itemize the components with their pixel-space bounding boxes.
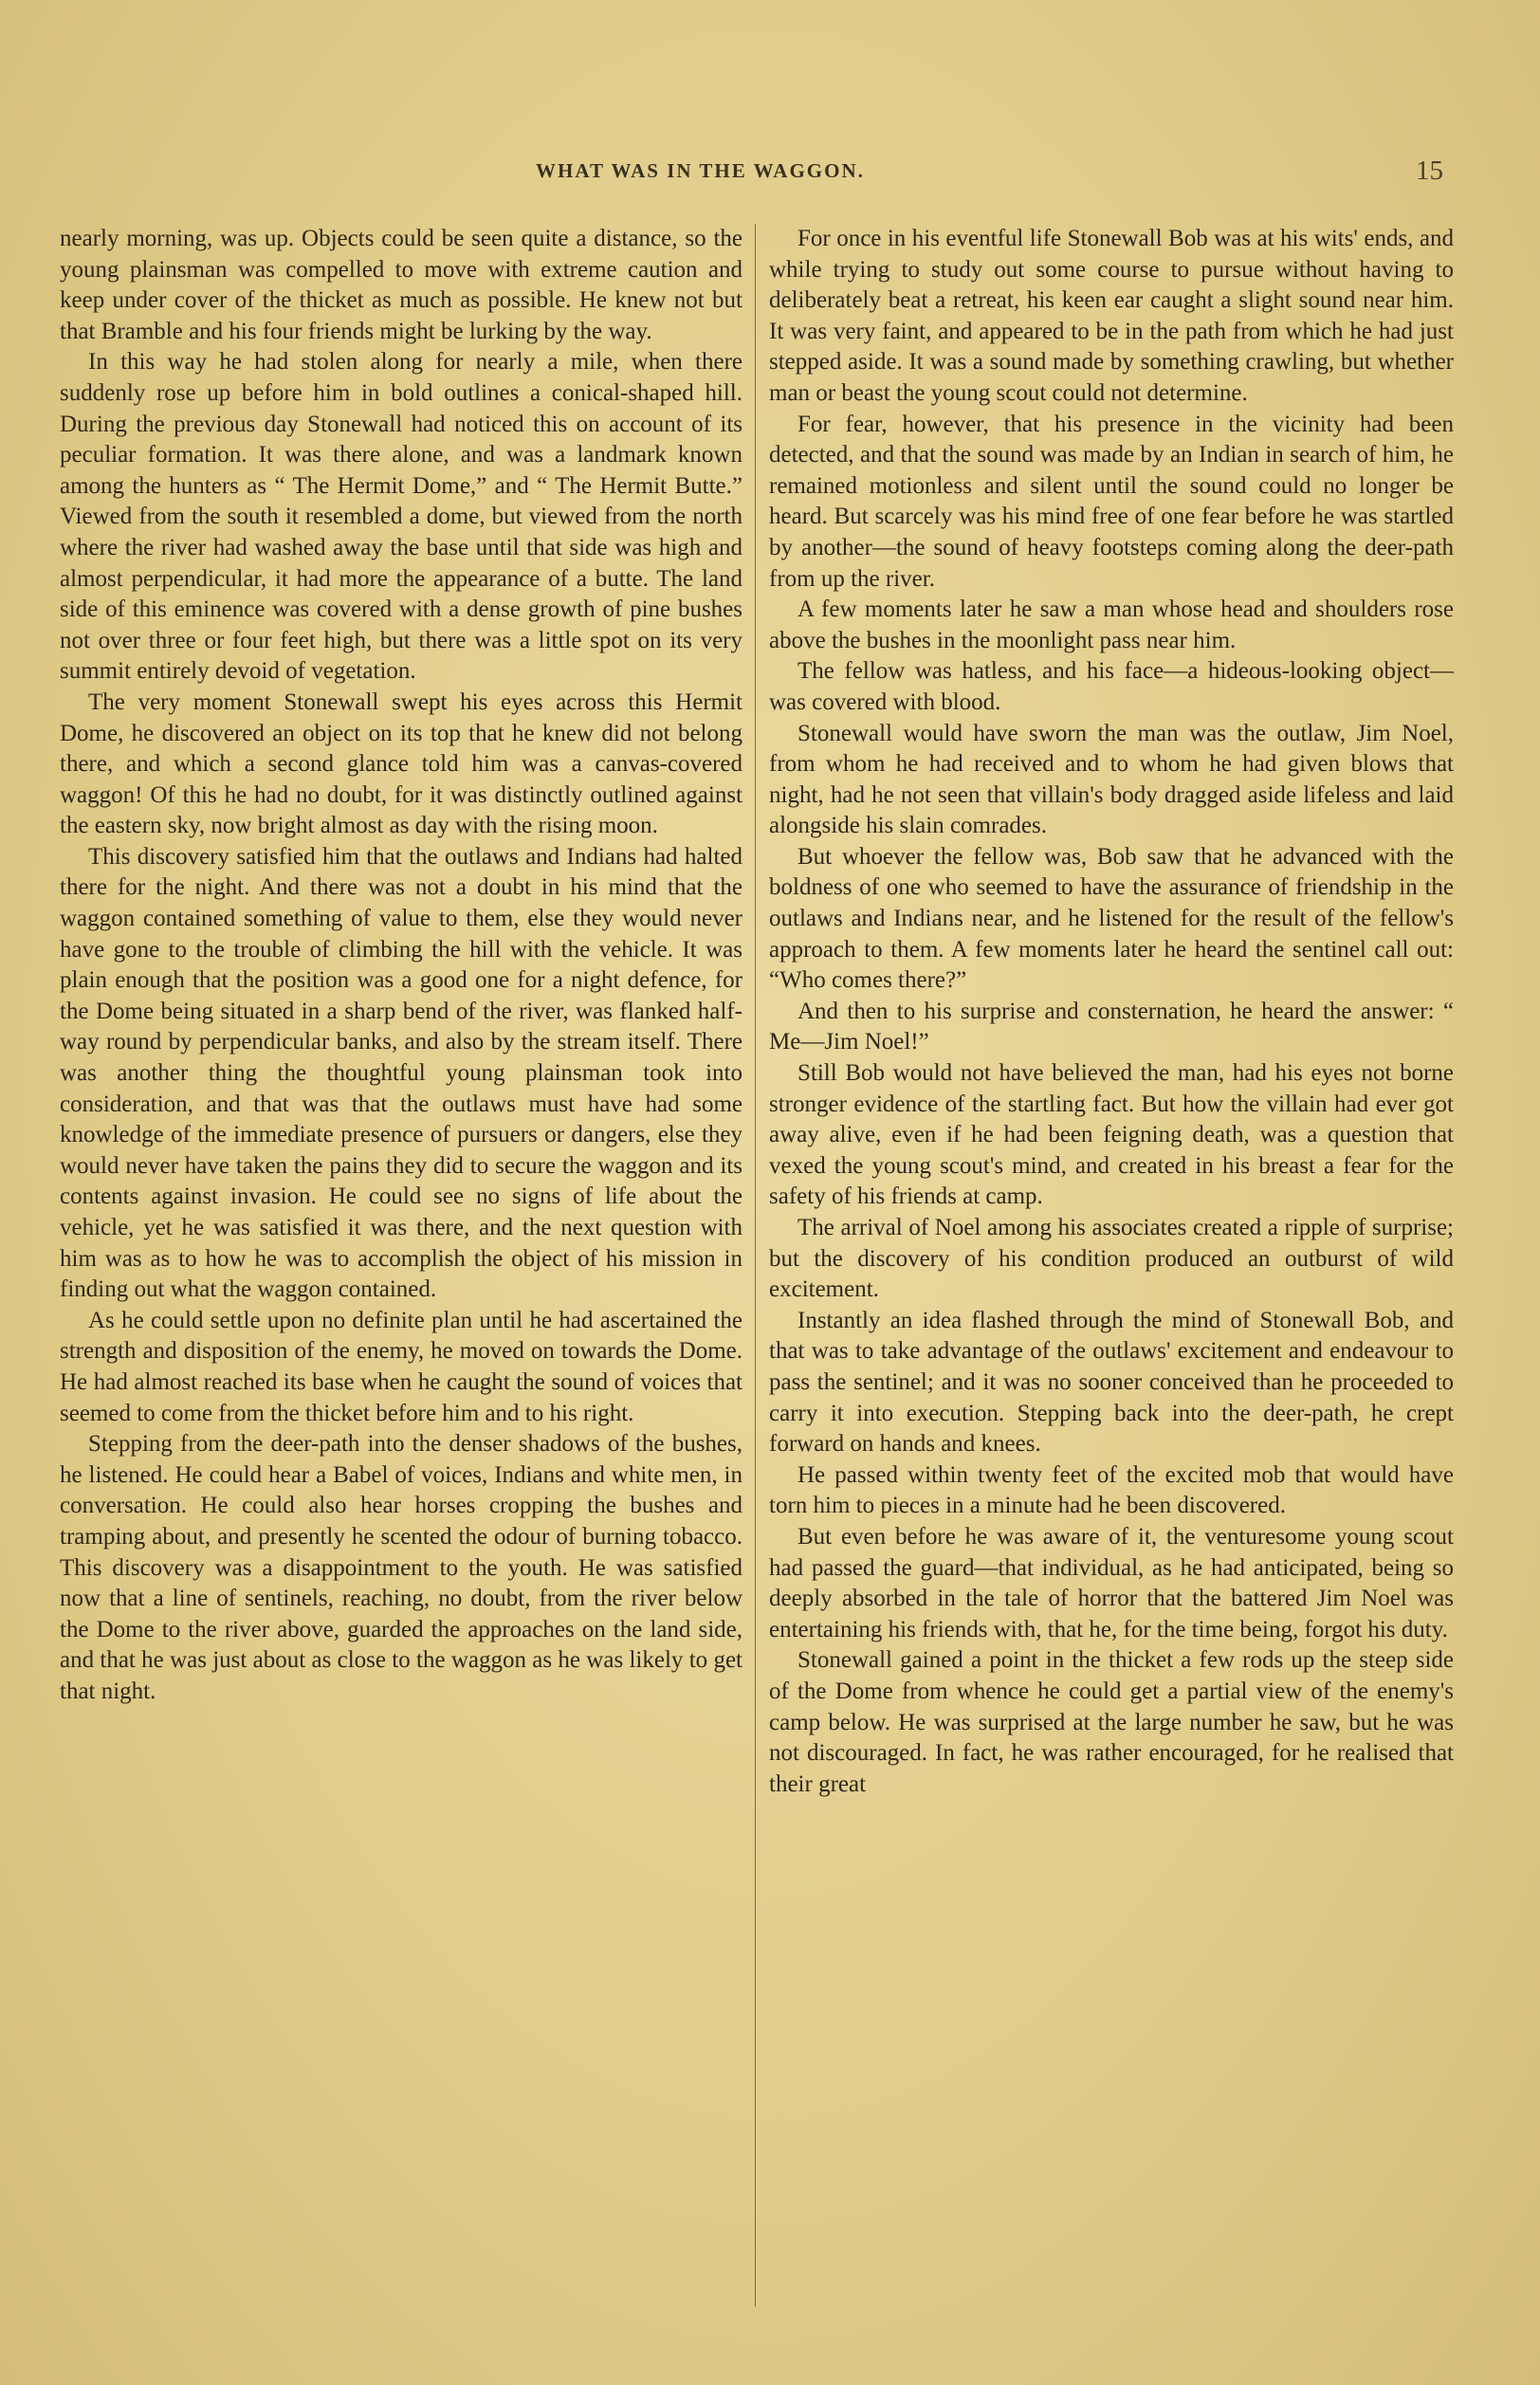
paragraph: Instantly an idea flashed through the mind of Stonewall Bob, and that was to take advantage of the outlaws' excitement and endeavour to pass the sentinel; and it was no sooner conceived than he proceeded to carry it into execution. Stepping back into the deer-path, he crept forward on hands and knees.	[769, 1307, 1454, 1458]
page-header	[0, 156, 1540, 197]
paragraph: But even before he was aware of it, the venturesome young scout had passed the guard—that individual, as he had anticipated, being so deeply absorbed in the tale of horror that the battered Jim Noel was entertaining his friends with, that he, for the time being, forgot his duty.	[769, 1523, 1454, 1642]
paragraph: Still Bob would not have believed the man, had his eyes not borne stronger evidence of the startling fact. But how the villain had ever got away alive, even if he had been feigning death, was a question that vexed the young scout's mind, and created in his breast a fear for the safety of his friends at camp.	[769, 1060, 1454, 1210]
paragraph: He passed within twenty feet of the excited mob that would have torn him to pieces in a minute had he been discovered.	[769, 1461, 1454, 1519]
paragraph: For once in his eventful life Stonewall Bob was at his wits' ends, and while trying to study out some course to pursue without having to deliberately beat a retreat, his keen ear caught a slight sound near him. It was very faint, and appeared to be in the path from which he had just stepped aside. It was a sound made by something crawling, but whether man or beast the young scout could not determine.	[769, 226, 1454, 406]
right-column	[769, 224, 1454, 1800]
paragraph: nearly morning, was up. Objects could be seen quite a distance, so the young plainsman was compelled to move with extreme caution and keep under cover of the thicket as much as possible. He knew not but that Bramble and his four friends might be lurking by the way.	[60, 226, 742, 344]
paragraph: A few moments later he saw a man whose head and shoulders rose above the bushes in the moonlight pass near him.	[769, 596, 1454, 653]
paragraph: The fellow was hatless, and his face—a hideous-looking object—was covered with blood.	[769, 658, 1454, 715]
page-number: 15	[1416, 156, 1443, 186]
paragraph: Stonewall gained a point in the thicket a few rods up the steep side of the Dome from whence he could get a partial view of the enemy's camp below. He was surprised at the large number he saw, but he was not discouraged. In fact, he was rather encouraged, for he realised that their great	[769, 1647, 1454, 1797]
paragraph: In this way he had stolen along for nearly a mile, when there suddenly rose up before him in bold outlines a conical-shaped hill. During the previous day Stonewall had noticed this on account of its peculiar formation. It was there alone, and was a landmark known among the hunters as “ The Hermit Dome,” and “ The Hermit Butte.” Viewed from the south it resembled a dome, but viewed from the north where the river had washed away the base until that side was high and almost perpendicular, it had more the appearance of a butte. The land side of this eminence was covered with a dense growth of pine bushes not over three or four feet high, but there was a little spot on its very summit entirely devoid of vegetation.	[60, 349, 742, 685]
paragraph: But whoever the fellow was, Bob saw that he advanced with the boldness of one who seemed to have the assurance of friendship in the outlaws and Indians near, and he listened for the result of the fellow's approach to them. A few moments later he heard the sentinel call out: “Who comes there?”	[769, 843, 1454, 994]
left-column	[60, 224, 742, 1708]
paragraph: Stepping from the deer-path into the denser shadows of the bushes, he listened. He could hear a Babel of voices, Indians and white men, in conversation. He could also hear horses cropping the bushes and tramping about, and presently he scented the odour of burning tobacco. This discovery was a disappointment to the youth. He was satisfied now that a line of sentinels, reaching, no doubt, from the river below the Dome to the river above, guarded the approaches on the land side, and that he was just about as close to the waggon as he was likely to get that night.	[60, 1431, 742, 1704]
running-head: WHAT WAS IN THE WAGGON.	[536, 159, 865, 182]
paragraph: As he could settle upon no definite plan until he had ascertained the strength and disposition of the enemy, he moved on towards the Dome. He had almost reached its base when he caught the sound of voices that seemed to come from the thicket before him and to his right.	[60, 1307, 742, 1426]
paragraph: This discovery satisfied him that the outlaws and Indians had halted there for the night. And there was not a doubt in his mind that the waggon contained something of value to them, else they would never have gone to the trouble of climbing the hill with the vehicle. It was plain enough that the position was a good one for a night defence, for the Dome being situated in a sharp bend of the river, was flanked half-way round by perpendicular banks, and also by the stream itself. There was another thing the thoughtful young plainsman took into consideration, and that was that the outlaws must have had some knowledge of the immediate presence of pursuers or dangers, else they would never have taken the pains they did to secure the waggon and its contents against invasion. He could see no signs of life about the vehicle, yet he was satisfied it was there, and the next question with him was as to how he was to accomplish the object of his mission in finding out what the waggon contained.	[60, 843, 742, 1303]
paragraph: The very moment Stonewall swept his eyes across this Hermit Dome, he discovered an object on its top that he knew did not belong there, and which a second glance told him was a canvas-covered waggon! Of this he had no doubt, for it was distinctly outlined against the eastern sky, now bright almost as day with the rising moon.	[60, 688, 742, 839]
paragraph: For fear, however, that his presence in the vicinity had been detected, and that the sound was made by an Indian in search of him, he remained motionless and silent until the sound could no longer be heard. But scarcely was his mind free of one fear before he was startled by another—the sound of heavy footsteps coming along the deer-path from up the river.	[769, 411, 1454, 592]
paragraph: Stonewall would have sworn the man was the outlaw, Jim Noel, from whom he had received and to whom he had given blows that night, had he not seen that villain's body dragged aside lifeless and laid alongside his slain comrades.	[769, 720, 1454, 839]
paragraph: And then to his surprise and consternation, he heard the answer: “ Me—Jim Noel!”	[769, 998, 1454, 1055]
paragraph: The arrival of Noel among his associates created a ripple of surprise; but the discovery of his condition produced an outburst of wild excitement.	[769, 1215, 1454, 1303]
column-rule	[755, 224, 756, 2306]
